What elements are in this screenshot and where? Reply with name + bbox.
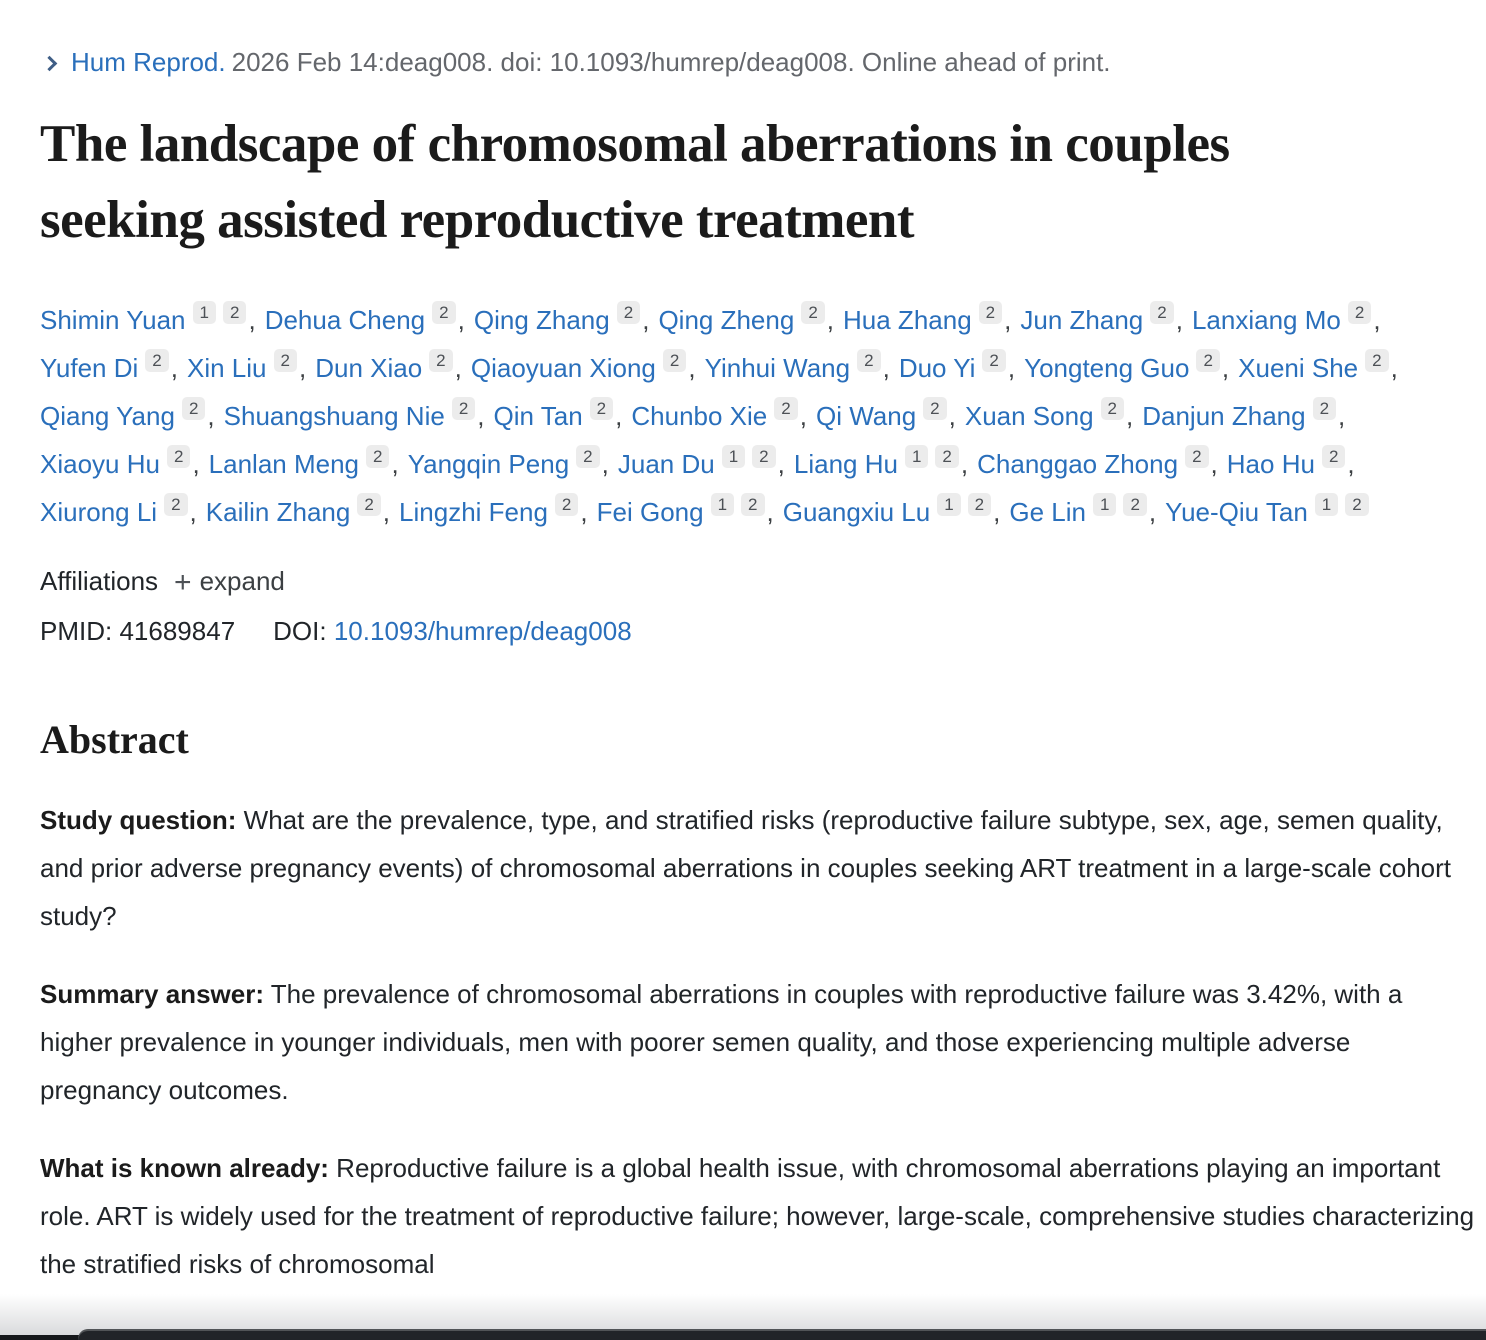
author-link[interactable]: Yinhui Wang — [704, 353, 851, 383]
affiliation-superscript-badge[interactable]: 2 — [432, 301, 455, 324]
author-separator: , — [882, 353, 890, 383]
author-separator: , — [192, 449, 200, 479]
abstract-paragraph: What is known already: Reproductive failure is a global health issue, with chromosomal aberrations playing an important role. ART is widely used for the treatment of reproductive failure; however, large-scale, comprehensive studies characterizing the stratified risks of chromosomal — [40, 1153, 1475, 1279]
author-link[interactable]: Juan Du — [617, 449, 715, 479]
author — [705, 344, 890, 392]
affiliation-superscript-badge[interactable]: 2 — [923, 397, 946, 420]
author-separator: , — [1338, 401, 1346, 431]
affiliation-superscript-badge[interactable]: 2 — [1185, 445, 1208, 468]
author — [977, 440, 1218, 488]
author-link[interactable]: Qi Wang — [815, 401, 917, 431]
author — [1009, 488, 1156, 536]
author-separator: , — [1148, 497, 1157, 527]
pmid-value: 41689847 — [119, 616, 236, 646]
author-link[interactable]: Jun Zhang — [1020, 305, 1144, 335]
author — [494, 392, 623, 440]
author-separator: , — [1007, 353, 1016, 383]
affiliation-superscript-badge[interactable]: 1 — [905, 445, 928, 468]
affiliation-superscript-badge[interactable]: 2 — [663, 349, 686, 372]
bottom-window-bar — [78, 1329, 1486, 1340]
author-separator: , — [457, 305, 465, 335]
author-separator: , — [826, 305, 835, 335]
affiliation-superscript-badge[interactable]: 2 — [429, 349, 452, 372]
author-link[interactable]: Chunbo Xie — [631, 401, 768, 431]
author-separator: , — [1210, 449, 1218, 479]
author-separator: , — [688, 353, 696, 383]
page-title: The landscape of chromosomal aberrations in couples seeking assisted reproductive treatment — [40, 115, 1230, 249]
affiliation-superscript-badge[interactable]: 1 — [722, 445, 745, 468]
author-list — [40, 296, 1474, 536]
journal-link[interactable]: Hum Reprod. — [71, 47, 226, 77]
affiliation-superscript-badge[interactable]: 2 — [935, 445, 958, 468]
author-separator: , — [298, 353, 307, 383]
author — [40, 392, 215, 440]
doi-label: DOI: — [273, 616, 327, 646]
pmid-label: PMID: — [40, 616, 113, 646]
author — [1227, 440, 1355, 488]
affiliations-label: Affiliations — [40, 566, 159, 596]
abstract-paragraph-label: What is known already: — [40, 1153, 329, 1183]
affiliation-superscript-badge[interactable]: 2 — [617, 301, 640, 324]
abstract-paragraph-label: Study question: — [40, 805, 237, 835]
author — [474, 296, 650, 344]
author-separator: , — [1390, 353, 1398, 383]
author-link[interactable]: Yufen Di — [40, 353, 139, 383]
author-separator: , — [948, 401, 956, 431]
author-link[interactable]: Lingzhi Feng — [399, 497, 548, 527]
affiliation-superscript-badge[interactable]: 2 — [1365, 349, 1388, 372]
author-link[interactable]: Qing Zhang — [473, 305, 610, 335]
author — [209, 440, 399, 488]
author-separator: , — [580, 497, 588, 527]
author-separator: , — [799, 401, 807, 431]
affiliation-superscript-badge[interactable]: 2 — [982, 349, 1005, 372]
author — [658, 296, 834, 344]
affiliation-superscript-badge[interactable]: 2 — [774, 397, 797, 420]
affiliations-expand-button[interactable] — [174, 564, 285, 600]
affiliation-superscript-badge[interactable]: 2 — [968, 493, 991, 516]
affiliations-row — [40, 564, 1478, 600]
affiliation-superscript-badge[interactable]: 2 — [1313, 397, 1336, 420]
affiliation-superscript-badge[interactable]: 2 — [274, 349, 297, 372]
author — [597, 488, 774, 536]
author-separator: , — [207, 401, 215, 431]
author-separator: , — [993, 497, 1001, 527]
author-separator: , — [477, 401, 485, 431]
affiliation-superscript-badge[interactable]: 2 — [801, 301, 824, 324]
abstract-paragraph: Study question: What are the prevalence, type, and stratified risks (reproductive failure subtype, sex, age, semen quality, and prior adverse pregnancy events) of chromosomal aberrations in couples seeking ART treatment in a large-scale cohort study? — [40, 805, 1452, 931]
author-separator: , — [189, 497, 197, 527]
author — [1142, 392, 1345, 440]
affiliation-superscript-badge[interactable]: 2 — [1101, 397, 1124, 420]
affiliation-superscript-badge[interactable]: 2 — [145, 349, 168, 372]
abstract-paragraph: Summary answer: The prevalence of chromosomal aberrations in couples with reproductive failure was 3.42%, with a higher prevalence in younger individuals, men with poorer semen quality, and those experiencing multiple adverse pregnancy outcomes. — [40, 979, 1403, 1105]
author — [224, 392, 485, 440]
author-link[interactable]: Shimin Yuan — [40, 305, 186, 335]
affiliation-superscript-badge[interactable]: 2 — [1348, 301, 1371, 324]
author — [40, 488, 197, 536]
author-separator: , — [170, 353, 178, 383]
author — [187, 344, 306, 392]
author-link[interactable]: Liang Hu — [793, 449, 898, 479]
author — [843, 296, 1011, 344]
author-link[interactable]: Qing Zheng — [658, 305, 795, 335]
author — [618, 440, 785, 488]
doi-group — [273, 616, 632, 646]
affiliation-superscript-badge[interactable]: 1 — [711, 493, 734, 516]
author-separator: , — [601, 449, 609, 479]
author-link[interactable]: Qiaoyuan Xiong — [470, 353, 656, 383]
author-link[interactable]: Kailin Zhang — [205, 497, 351, 527]
author-separator: , — [391, 449, 399, 479]
doi-link[interactable]: 10.1093/humrep/deag008 — [333, 616, 632, 646]
author-link[interactable]: Qiang Yang — [40, 401, 175, 431]
chevron-right-icon[interactable] — [42, 56, 58, 72]
author-link[interactable]: Yue-Qiu Tan — [1165, 497, 1308, 527]
author-link[interactable]: Hua Zhang — [843, 305, 972, 335]
author — [408, 440, 609, 488]
author-separator: , — [766, 497, 774, 527]
affiliation-superscript-badge[interactable]: 2 — [366, 445, 389, 468]
author-link[interactable]: Qin Tan — [493, 401, 583, 431]
author-separator: , — [960, 449, 969, 479]
affiliation-superscript-badge[interactable]: 2 — [590, 397, 613, 420]
author-link[interactable]: Danjun Zhang — [1142, 401, 1306, 431]
affiliation-superscript-badge[interactable]: 2 — [223, 301, 246, 324]
author-link[interactable]: Duo Yi — [898, 353, 976, 383]
author-separator: , — [248, 305, 256, 335]
affiliation-superscript-badge[interactable]: 2 — [555, 493, 578, 516]
author — [899, 344, 1015, 392]
abstract-paragraph-label: Summary answer: — [40, 979, 264, 1009]
author — [40, 344, 178, 392]
affiliation-superscript-badge[interactable]: 2 — [1150, 301, 1173, 324]
affiliation-superscript-badge[interactable]: 1 — [1093, 493, 1116, 516]
affiliation-superscript-badge[interactable]: 2 — [857, 349, 880, 372]
author-link[interactable]: Ge Lin — [1009, 497, 1086, 527]
author-link[interactable]: Dehua Cheng — [264, 305, 426, 335]
author-separator: , — [1004, 305, 1012, 335]
affiliation-superscript-badge[interactable]: 2 — [357, 493, 380, 516]
author — [315, 344, 462, 392]
affiliation-superscript-badge[interactable]: 1 — [937, 493, 960, 516]
affiliation-superscript-badge[interactable]: 1 — [193, 301, 216, 324]
author — [40, 296, 256, 344]
author-separator: , — [1347, 449, 1355, 479]
expand-label: expand — [199, 566, 285, 596]
author-link[interactable]: Hao Hu — [1226, 449, 1315, 479]
affiliation-superscript-badge[interactable]: 2 — [1123, 493, 1146, 516]
author — [471, 344, 696, 392]
author-separator: , — [1221, 353, 1230, 383]
affiliation-superscript-badge[interactable]: 2 — [741, 493, 764, 516]
pmid-group — [40, 616, 235, 646]
author — [1020, 296, 1183, 344]
author-separator: , — [1373, 305, 1381, 335]
author — [399, 488, 588, 536]
author-link[interactable]: Dun Xiao — [315, 353, 423, 383]
author — [1192, 296, 1381, 344]
author — [631, 392, 807, 440]
affiliation-superscript-badge[interactable]: 2 — [182, 397, 205, 420]
plus-icon: + — [174, 566, 192, 599]
author-separator: , — [615, 401, 623, 431]
affiliation-superscript-badge[interactable]: 2 — [1345, 493, 1368, 516]
identifiers-row — [40, 614, 1478, 648]
author-separator: , — [777, 449, 785, 479]
citation-text: 2026 Feb 14:deag008. doi: 10.1093/humrep/deag008. Online ahead of print. — [231, 47, 1111, 77]
author-link[interactable]: Yangqin Peng — [407, 449, 570, 479]
author-link[interactable]: Shuangshuang Nie — [223, 401, 445, 431]
affiliation-superscript-badge[interactable]: 1 — [1315, 493, 1338, 516]
affiliation-superscript-badge[interactable]: 2 — [452, 397, 475, 420]
author-separator: , — [1175, 305, 1183, 335]
affiliation-superscript-badge[interactable]: 2 — [576, 445, 599, 468]
affiliation-superscript-badge[interactable]: 2 — [167, 445, 190, 468]
author-link[interactable]: Guangxiu Lu — [782, 497, 931, 527]
author — [1165, 488, 1369, 536]
author — [816, 392, 956, 440]
author-link[interactable]: Yongteng Guo — [1024, 353, 1190, 383]
author-link[interactable]: Lanxiang Mo — [1191, 305, 1341, 335]
affiliation-superscript-badge[interactable]: 2 — [164, 493, 187, 516]
affiliation-superscript-badge[interactable]: 2 — [752, 445, 775, 468]
author — [965, 392, 1133, 440]
affiliation-superscript-badge[interactable]: 2 — [1196, 349, 1219, 372]
author — [1238, 344, 1398, 392]
author-separator: , — [642, 305, 650, 335]
affiliation-superscript-badge[interactable]: 2 — [1322, 445, 1345, 468]
abstract-paragraphs — [40, 796, 1478, 1288]
author — [794, 440, 968, 488]
author-separator: , — [1126, 401, 1134, 431]
breadcrumb — [40, 46, 1478, 78]
author-link[interactable]: Xiurong Li — [40, 497, 158, 527]
author — [40, 440, 200, 488]
author-link[interactable]: Lanlan Meng — [208, 449, 360, 479]
author — [1024, 344, 1229, 392]
author — [206, 488, 390, 536]
author — [783, 488, 1001, 536]
author-link[interactable]: Xueni She — [1238, 353, 1359, 383]
author-separator: , — [454, 353, 462, 383]
author-link[interactable]: Xin Liu — [187, 353, 267, 383]
author-link[interactable]: Xuan Song — [964, 401, 1094, 431]
author-link[interactable]: Changgao Zhong — [977, 449, 1179, 479]
abstract-heading: Abstract — [40, 717, 189, 762]
author — [265, 296, 465, 344]
author-link[interactable]: Fei Gong — [596, 497, 704, 527]
author-separator: , — [382, 497, 391, 527]
affiliation-superscript-badge[interactable]: 2 — [979, 301, 1002, 324]
author-link[interactable]: Xiaoyu Hu — [40, 449, 160, 479]
